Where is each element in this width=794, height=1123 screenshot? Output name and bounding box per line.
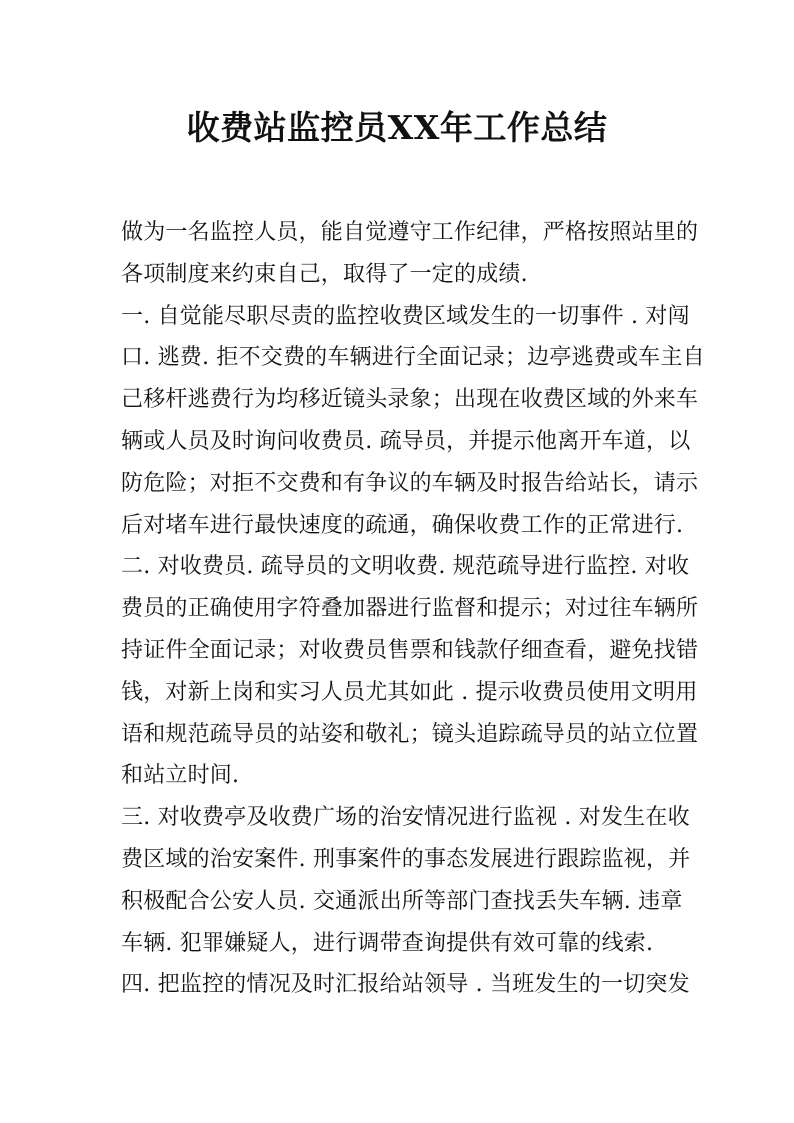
body-line: 后对堵车进行最快速度的疏通，确保收费工作的正常进行. bbox=[121, 512, 684, 538]
body-line: 各项制度来约束自己，取得了一定的成绩. bbox=[121, 261, 528, 287]
page-title: 收费站监控员XX年工作总结 bbox=[186, 108, 608, 147]
body-line: 积极配合公安人员. 交通派出所等部门查找丢失车辆. 违章 bbox=[121, 888, 683, 914]
body-line: 二. 对收费员. 疏导员的文明收费. 规范疏导进行监控. 对收 bbox=[121, 554, 690, 580]
body-line: 一. 自觉能尽职尽责的监控收费区域发生的一切事件 . 对闯 bbox=[121, 303, 690, 329]
body-line: 己移杆逃费行为均移近镜头录象；出现在收费区域的外来车 bbox=[121, 387, 699, 413]
body-line: 做为一名监控人员，能自觉遵守工作纪律，严格按照站里的 bbox=[121, 220, 699, 245]
body-line: 语和规范疏导员的站姿和敬礼；镜头追踪疏导员的站立位置 bbox=[121, 721, 699, 747]
body-line: 四. 把监控的情况及时汇报给站领导 . 当班发生的一切突发 bbox=[121, 972, 690, 998]
document-body bbox=[121, 212, 705, 1006]
body-line: 防危险；对拒不交费和有争议的车辆及时报告给站长，请示 bbox=[121, 470, 699, 496]
body-line: 和站立时间. bbox=[121, 763, 240, 789]
body-line: 钱，对新上岗和实习人员尤其如此 . 提示收费员使用文明用 bbox=[121, 679, 698, 705]
body-line: 口. 逃费. 拒不交费的车辆进行全面记录；边亭逃费或车主自 bbox=[121, 345, 705, 371]
body-line: 持证件全面记录；对收费员售票和钱款仔细查看，避免找错 bbox=[121, 637, 699, 663]
body-line: 辆或人员及时询问收费员. 疏导员，并提示他离开车道，以 bbox=[121, 428, 691, 454]
body-line: 费员的正确使用字符叠加器进行监督和提示；对过往车辆所 bbox=[121, 596, 699, 622]
body-line: 车辆. 犯罪嫌疑人，进行调带查询提供有效可靠的线索. bbox=[121, 930, 654, 956]
body-line: 费区域的治安案件. 刑事案件的事态发展进行跟踪监视，并 bbox=[121, 846, 691, 872]
body-line: 三. 对收费亭及收费广场的治安情况进行监视 . 对发生在收 bbox=[121, 805, 690, 831]
